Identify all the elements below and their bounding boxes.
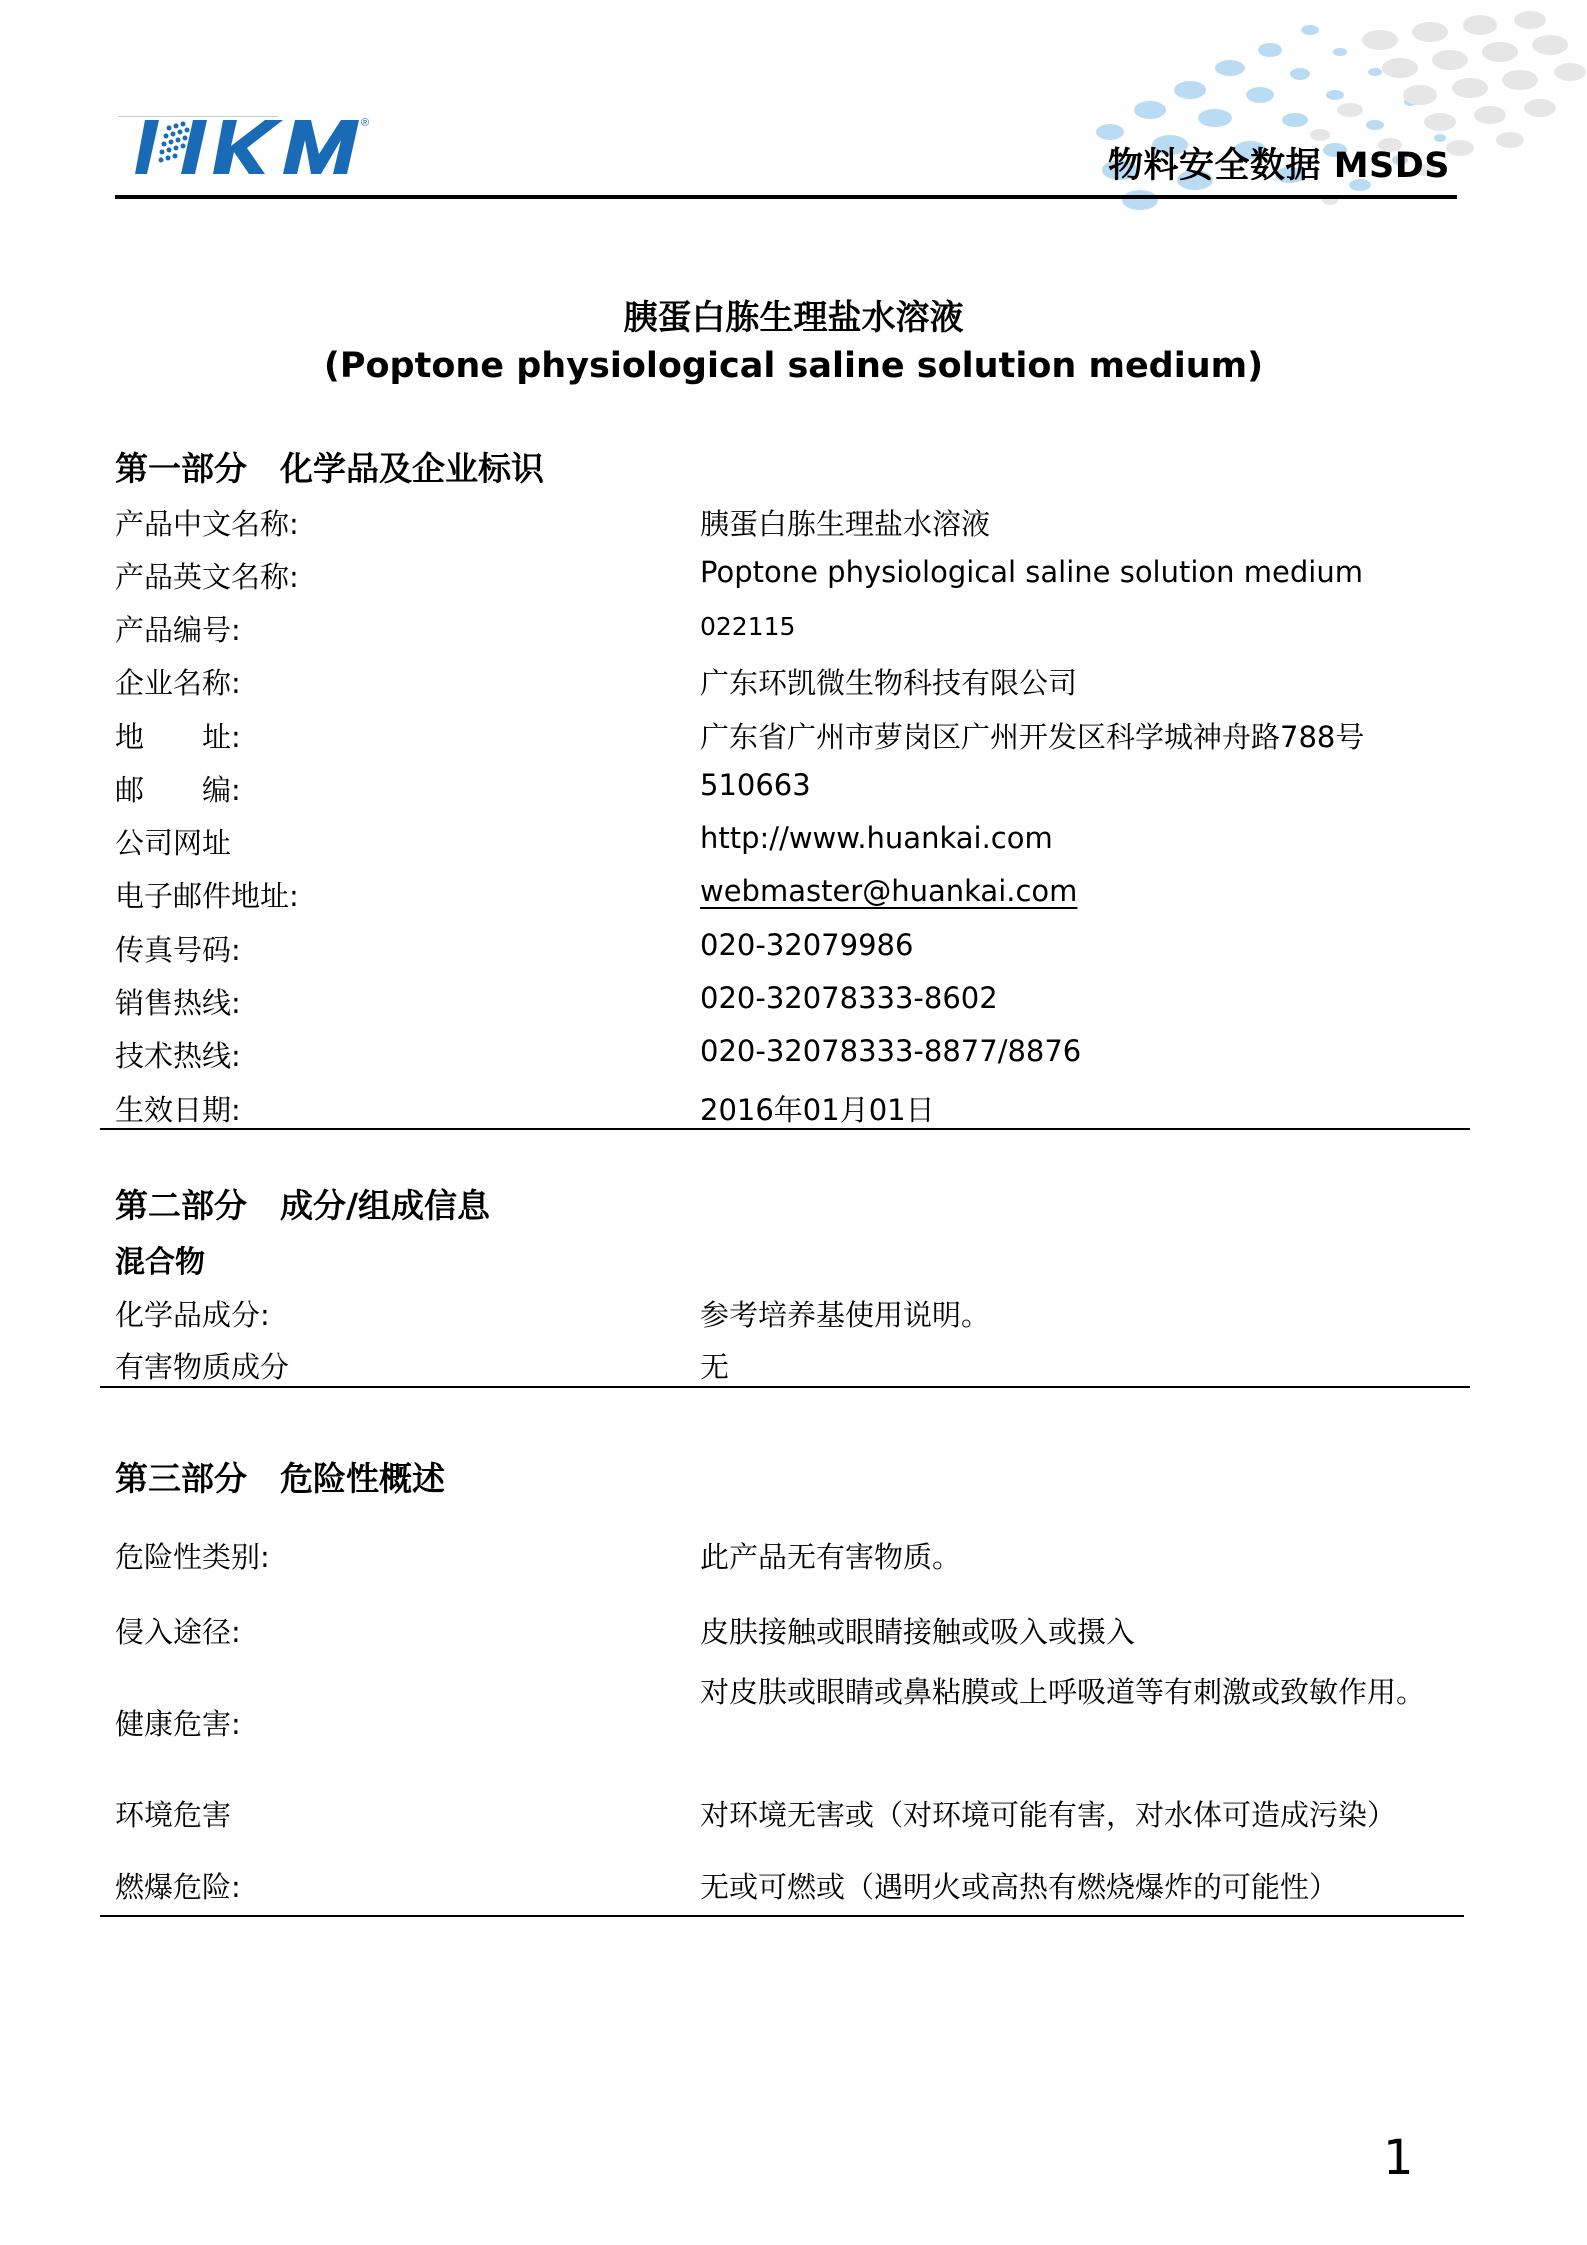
- svg-text:®: ®: [361, 117, 370, 129]
- value-company-name: 广东环凯微生物科技有限公司: [700, 666, 1078, 700]
- label-product-code: 产品编号:: [115, 613, 241, 647]
- label-chemical-composition: 化学品成分:: [115, 1298, 270, 1332]
- value-hazard-category: 此产品无有害物质。: [700, 1540, 962, 1574]
- label-health-hazard: 健康危害:: [115, 1707, 241, 1741]
- label-hazard-category: 危险性类别:: [115, 1540, 270, 1574]
- value-product-name-cn: 胰蛋白胨生理盐水溶液: [700, 507, 991, 541]
- value-exposure-route: 皮肤接触或眼睛接触或吸入或摄入: [700, 1615, 1136, 1649]
- value-address: 广东省广州市萝岗区广州开发区科学城神舟路788号: [700, 720, 1365, 754]
- label-website: 公司网址: [115, 826, 232, 860]
- value-email-link[interactable]: webmaster@huankai.com: [700, 874, 1078, 908]
- value-product-code: 022115: [700, 612, 796, 641]
- page-number: 1: [1383, 2130, 1414, 2186]
- label-product-name-en: 产品英文名称:: [115, 560, 299, 594]
- value-website-link[interactable]: http://www.huankai.com: [700, 821, 1053, 855]
- value-fire-explosion-hazard: 无或可燃或（遇明火或高热有燃烧爆炸的可能性）: [700, 1870, 1339, 1904]
- document-title-en: (Poptone physiological saline solution medium): [323, 346, 1264, 386]
- label-tech-hotline: 技术热线:: [115, 1039, 241, 1073]
- value-effective-date: 2016年01月01日: [700, 1093, 935, 1127]
- label-company-name: 企业名称:: [115, 666, 241, 700]
- value-sales-hotline: 020-32078333-8602: [700, 981, 998, 1015]
- value-health-hazard: 对皮肤或眼睛或鼻粘膜或上呼吸道等有刺激或致敏作用。: [700, 1675, 1426, 1709]
- header-divider: [115, 195, 1457, 199]
- section2-divider: [100, 1386, 1470, 1388]
- section3-divider: [100, 1915, 1464, 1917]
- section1-heading: 第一部分 化学品及企业标识: [115, 449, 544, 488]
- section2-subheading: 混合物: [115, 1245, 205, 1280]
- label-hazardous-components: 有害物质成分: [115, 1350, 290, 1384]
- value-chemical-composition: 参考培养基使用说明。: [700, 1298, 991, 1332]
- label-effective-date: 生效日期:: [115, 1093, 241, 1127]
- label-fax: 传真号码:: [115, 933, 241, 967]
- label-environmental-hazard: 环境危害: [115, 1798, 232, 1832]
- value-product-name-en: Poptone physiological saline solution medium: [700, 555, 1363, 589]
- value-postcode: 510663: [700, 768, 811, 802]
- value-hazardous-components: 无: [700, 1350, 730, 1384]
- hkm-logo: [135, 112, 375, 182]
- document-title-cn: 胰蛋白胨生理盐水溶液: [623, 298, 964, 338]
- label-exposure-route: 侵入途径:: [115, 1615, 241, 1649]
- value-tech-hotline: 020-32078333-8877/8876: [700, 1034, 1082, 1068]
- label-sales-hotline: 销售热线:: [115, 986, 241, 1020]
- section3-heading: 第三部分 危险性概述: [115, 1459, 445, 1498]
- section1-divider: [100, 1128, 1470, 1130]
- label-email: 电子邮件地址:: [115, 879, 299, 913]
- label-product-name-cn: 产品中文名称:: [115, 507, 299, 541]
- label-address: 地 址:: [115, 720, 241, 754]
- value-environmental-hazard: 对环境无害或（对环境可能有害，对水体可造成污染）: [700, 1798, 1397, 1832]
- label-fire-explosion-hazard: 燃爆危险:: [115, 1870, 241, 1904]
- section2-heading: 第二部分 成分/组成信息: [115, 1186, 491, 1225]
- label-postcode: 邮 编:: [115, 773, 241, 807]
- value-fax: 020-32079986: [700, 928, 914, 962]
- header-title: 物料安全数据 MSDS: [1108, 146, 1450, 186]
